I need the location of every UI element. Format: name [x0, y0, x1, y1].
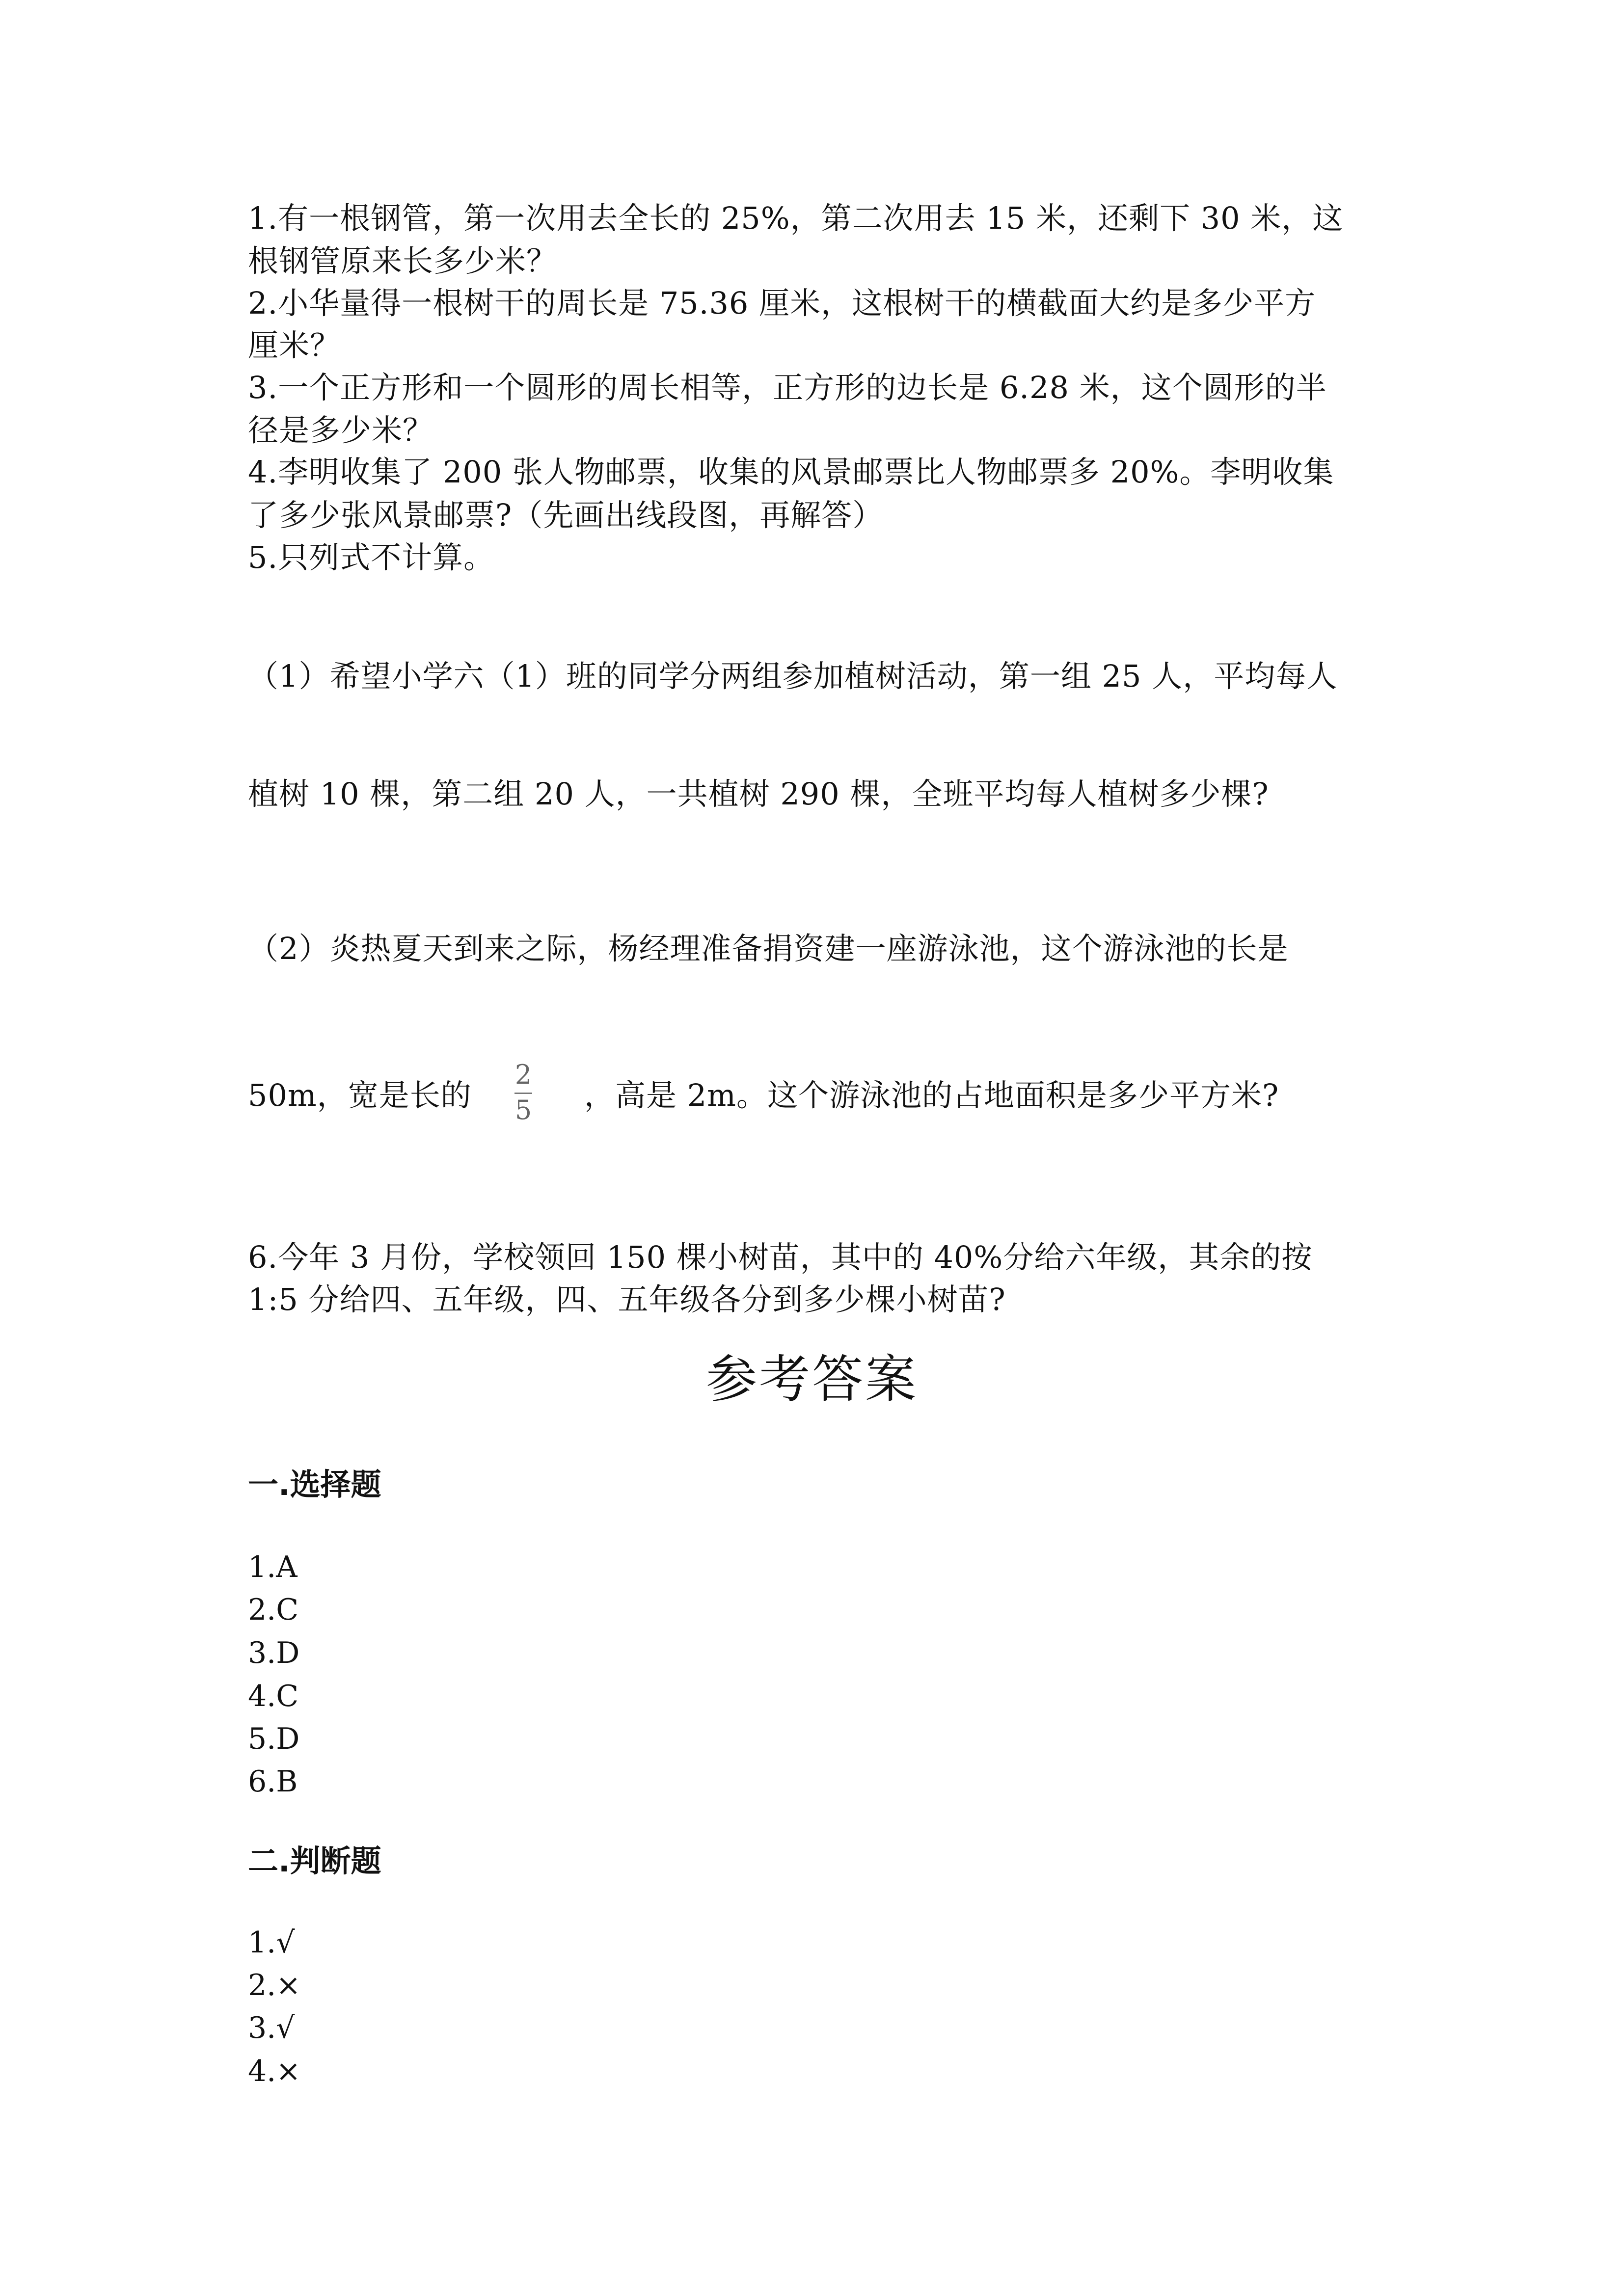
- choice-answer-6: 6.B: [248, 1764, 298, 1799]
- choice-answer-2: 2.C: [248, 1593, 299, 1627]
- question-6-line-2: 1:5 分给四、五年级，四、五年级各分到多少棵小树苗?: [248, 1281, 1006, 1317]
- question-5-sub-1-line-2: 植树 10 棵，第二组 20 人，一共植树 290 棵，全班平均每人植树多少棵?: [248, 776, 1269, 812]
- answer-key-title: 参考答案: [705, 1349, 918, 1409]
- question-5-sub-2-line-1: （2）炎热夏天到来之际，杨经理准备捐资建一座游泳池，这个游泳池的长是: [248, 931, 1289, 966]
- question-5-sub-1-line-1: （1）希望小学六（1）班的同学分两组参加植树活动，第一组 25 人，平均每人: [248, 658, 1338, 694]
- question-1-line-2: 根钢管原来长多少米？: [248, 243, 558, 279]
- question-5-line-1: 5.只列式不计算。: [248, 539, 495, 575]
- judgement-answer-4: 4.×: [248, 2054, 301, 2088]
- judgement-answer-3: 3.√: [248, 2011, 295, 2045]
- question-2-line-2: 厘米？: [248, 327, 341, 363]
- section-true-false-heading: 二.判断题: [248, 1843, 381, 1879]
- question-4-line-1: 4.李明收集了 200 张人物邮票，收集的风景邮票比人物邮票多 20%。李明收集: [248, 454, 1334, 490]
- question-5-sub-2-line-2-end: ，高是 2m。这个游泳池的占地面积是多少平方米?: [584, 1077, 1279, 1113]
- judgement-answer-1: 1.√: [248, 1925, 295, 1960]
- question-3-line-2: 径是多少米？: [248, 412, 434, 448]
- judgement-answer-2: 2.×: [248, 1968, 301, 2002]
- question-6-line-1: 6.今年 3 月份，学校领回 150 棵小树苗，其中的 40%分给六年级，其余的按: [248, 1239, 1313, 1275]
- choice-answer-1: 1.A: [248, 1550, 298, 1584]
- choice-answer-3: 3.D: [248, 1636, 300, 1670]
- choice-answer-4: 4.C: [248, 1679, 299, 1713]
- section-multiple-choice-heading: 一.选择题: [248, 1467, 381, 1502]
- fraction-denominator: 5: [514, 1095, 532, 1125]
- question-5-sub-2-line-2-start: 50m，宽是长的: [248, 1077, 472, 1113]
- fraction-bar: [514, 1093, 532, 1094]
- question-2-line-1: 2.小华量得一根树干的周长是 75.36 厘米，这根树干的横截面大约是多少平方: [248, 285, 1316, 321]
- question-1-line-1: 1.有一根钢管，第一次用去全长的 25%，第二次用去 15 米，还剩下 30 米，这: [248, 200, 1344, 236]
- question-4-line-2: 了多少张风景邮票?（先画出线段图，再解答）: [248, 497, 884, 533]
- question-3-line-1: 3.一个正方形和一个圆形的周长相等，正方形的边长是 6.28 米，这个圆形的半: [248, 370, 1327, 405]
- fraction-numerator: 2: [514, 1059, 532, 1090]
- choice-answer-5: 5.D: [248, 1722, 300, 1756]
